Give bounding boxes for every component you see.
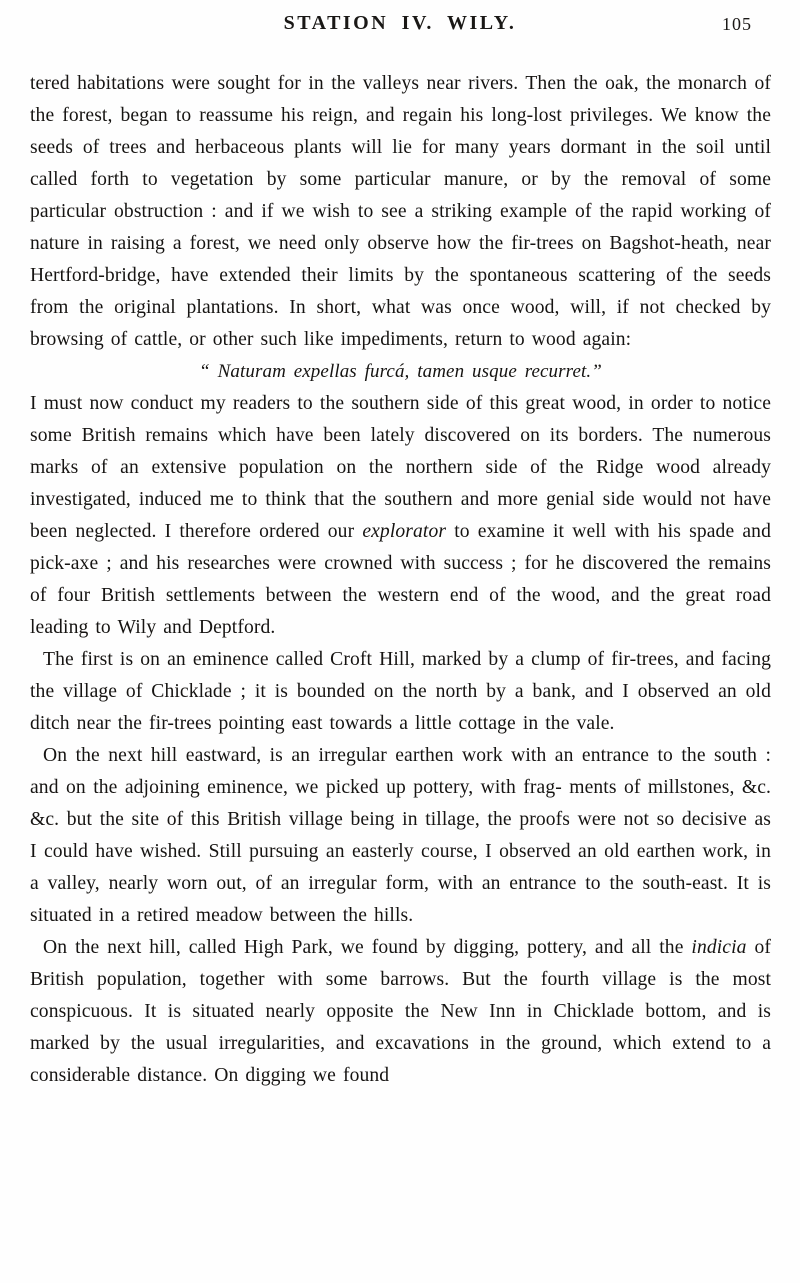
paragraph xyxy=(30,388,771,644)
italic-term-indicia: indicia xyxy=(691,937,747,958)
paragraph xyxy=(30,644,771,740)
paragraph-text: of British population, together with some barrows. But the fourth village is the most conspicuous. It is situated nearly opposite the New Inn in Chicklade bottom, and is marked by the usual irregularities, and excavations in the ground, which extend to a considerable distance. On digging we found xyxy=(30,937,771,1086)
paragraph-text: The first is on an eminence called Croft Hill, marked by a clump of fir-trees, and facing the village of Chicklade ; it is bounded on the north by a bank, and I observed an old ditch near the fir-trees pointing east towards a little cottage in the vale. xyxy=(30,649,771,734)
paragraph-text: to examine it well with his spade and pick-axe ; and his researches were crowned with success ; for he discovered the remains of four British settlements between the western end of the wood, and the great road leading to Wily and Deptford. xyxy=(30,521,771,638)
paragraph xyxy=(30,68,771,356)
paragraph-text: I must now conduct my readers to the southern side of this great wood, in order to notice some British remains which have been lately discovered on its borders. The numerous marks of an extensive population on the northern side of the Ridge wood already investigated, induced me to think that the southern and more genial side would not have been neglected. I therefore ordered our xyxy=(30,393,771,542)
paragraph-text: tered habitations were sought for in the valleys near rivers. Then the oak, the monarch of the forest, began to reassume his reign, and regain his long-lost privileges. We know the seeds of trees and herbaceous plants will lie for many years dormant in the soil until called forth to vegetation by some particular manure, or by the removal of some particular obstruction : and if we wish to see a striking example of the rapid working of nature in raising a forest, we need only observe how the fir-trees on Bagshot-heath, near Hertford-bridge, have extended their limits by the spontaneous scattering of the seeds from the original plantations. In short, what was once wood, will, if not checked by browsing of cattle, or other such like impediments, return to wood again: xyxy=(30,73,771,350)
page-number: 105 xyxy=(722,14,752,34)
latin-quote xyxy=(30,356,771,388)
paragraph xyxy=(30,932,771,1092)
page-title: STATION IV. WILY. xyxy=(283,12,517,34)
paragraph xyxy=(30,740,771,932)
quote-text: “ Naturam expellas furcá, tamen usque recurret.” xyxy=(199,361,602,382)
paragraph-text: On the next hill, called High Park, we found by digging, pottery, and all the xyxy=(43,937,692,958)
italic-term-explorator: explorator xyxy=(362,521,447,542)
running-header xyxy=(0,12,800,42)
page-body xyxy=(30,68,771,1092)
paragraph-text: On the next hill eastward, is an irregular earthen work with an entrance to the south : and on the adjoining eminence, we picked up pottery, with frag- ments of millstones, &c. &c. but the site of this British village being in tillage, the proofs were not so decisive as I could have wished. Still pursuing an easterly course, I observed an old earthen work, in a valley, nearly worn out, of an irregular form, with an entrance to the south-east. It is situated in a retired meadow between the hills. xyxy=(30,745,771,926)
